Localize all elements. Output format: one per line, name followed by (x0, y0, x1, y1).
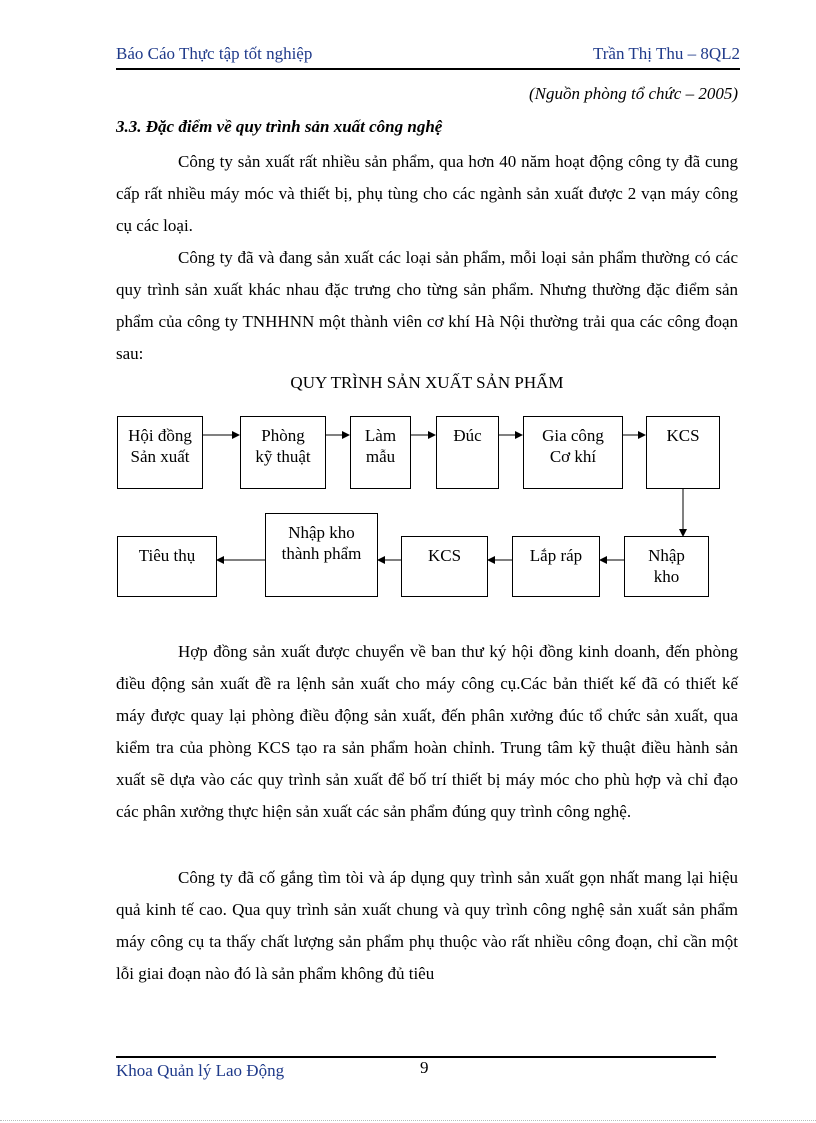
flow-step-label: Cơ khí (549, 447, 597, 466)
diagram-title: QUY TRÌNH SẢN XUẤT SẢN PHẨM (290, 373, 564, 392)
flow-step-label: KCS (427, 546, 462, 565)
header-author: Trần Thị Thu – 8QL2 (592, 44, 740, 63)
flow-step-gia-cong (523, 416, 623, 489)
flow-step-kcs-2 (401, 536, 488, 597)
page-number: 9 (420, 1058, 429, 1077)
paragraph-1: Công ty sản xuất rất nhiều sản phẩm, qua hơn 40 năm hoạt động công ty đã cung cấp rất nhiều máy móc và thiết bị, phụ tùng cho các ngành sản xuất được 2 vạn máy công cụ các loại. (116, 152, 738, 235)
page-edge (0, 1120, 816, 1121)
header-report-title: Báo Cáo Thực tập tốt nghiệp (116, 44, 313, 63)
flow-step-label: KCS (666, 426, 700, 445)
source-note: (Nguồn phòng tổ chức – 2005) (529, 84, 738, 103)
paragraph-4: Công ty đã cố gắng tìm tòi và áp dụng quy trình sản xuất gọn nhất mang lại hiệu quả kinh tế cao. Qua quy trình sản xuất chung và quy trình công nghệ sản xuất sản phẩm máy công cụ ta thấy chất lượng sản phẩm phụ thuộc vào rất nhiều công đoạn, chỉ cần một lỗi giai đoạn nào đó là sản phẩm không đủ tiêu (116, 868, 738, 983)
flow-step-duc (436, 416, 499, 489)
flow-step-label: Phòng (261, 426, 305, 445)
flow-step-nhap-kho-thanh-pham (265, 513, 378, 597)
paragraph-2: Công ty đã và đang sản xuất các loại sản phẩm, mỗi loại sản phẩm thường có các quy trình sản xuất khác nhau đặc trưng cho từng sản phẩm. Nhưng thường đặc điểm sản phẩm của công ty TNHHNN một thành viên cơ khí Hà Nội thường trải qua các công đoạn sau: (116, 248, 738, 363)
flow-step-label: thành phẩm (281, 544, 362, 563)
flow-step-label: Đúc (453, 426, 482, 445)
footer-faculty: Khoa Quản lý Lao Động (116, 1061, 285, 1080)
flow-step-label: mẫu (365, 447, 396, 466)
flow-step-label: kho (653, 567, 680, 586)
flow-step-lam-mau (350, 416, 411, 489)
flow-step-label: Gia công (542, 426, 604, 445)
flow-step-tieu-thu (117, 536, 217, 597)
flow-step-label: Tiêu thụ (138, 546, 196, 565)
flow-step-label: Sản xuất (130, 447, 190, 466)
flow-step-label: Nhập kho (288, 523, 355, 542)
paragraph-3: Hợp đồng sản xuất được chuyển về ban thư ký hội đồng kinh doanh, đến phòng điều động sản xuất đề ra lệnh sản xuất cho máy công cụ.Các bản thiết kế đã có thiết kế máy được quay lại phòng điều động sản xuất, đến phân xưởng đúc tổ chức sản xuất, qua kiểm tra của phòng KCS tạo ra sản phẩm hoàn chỉnh. Trung tâm kỹ thuật điều hành sản xuất sẽ dựa vào các quy trình sản xuất để bố trí thiết bị máy móc cho phù hợp và chỉ đạo các phân xưởng thực hiện sản xuất các sản phẩm đúng quy trình công nghệ. (116, 642, 738, 821)
flow-step-lap-rap (512, 536, 600, 597)
flow-step-label: Làm (364, 426, 397, 445)
flow-step-kcs-1 (646, 416, 720, 489)
footer-divider (116, 1056, 716, 1058)
flow-step-nhap-kho (624, 536, 709, 597)
flow-step-label: kỹ thuật (255, 447, 311, 466)
flow-step-label: Nhập (648, 546, 685, 565)
flow-step-label: Lắp ráp (529, 546, 583, 565)
flow-step-label: Hội đồng (128, 426, 192, 445)
flow-step-hoi-dong (117, 416, 203, 489)
flow-step-phong-ky-thuat (240, 416, 326, 489)
section-heading: 3.3. Đặc điểm về quy trình sản xuất công nghệ (116, 117, 443, 136)
